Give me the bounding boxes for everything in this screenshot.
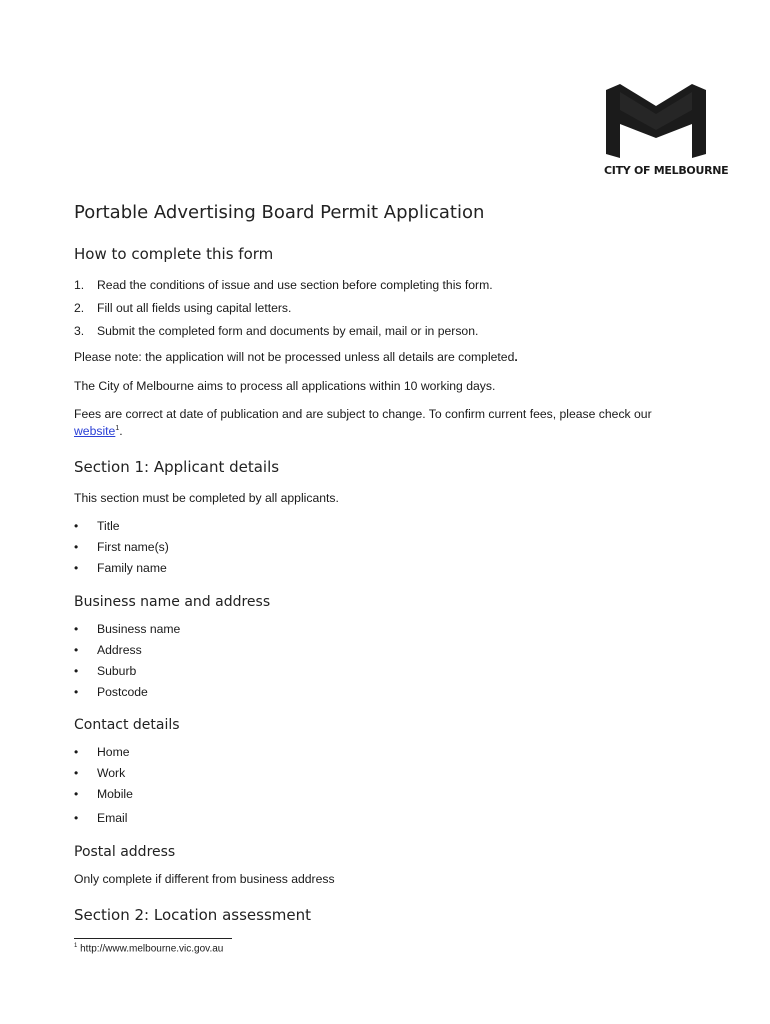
page-title: Portable Advertising Board Permit Application: [74, 202, 485, 223]
list-item: • Business name: [74, 622, 181, 636]
list-item: 2. Fill out all fields using capital letters.: [74, 301, 292, 315]
list-item: • Family name: [74, 561, 167, 575]
list-item: • Home: [74, 745, 130, 759]
how-to-heading: How to complete this form: [74, 245, 274, 263]
melbourne-m-logo-icon: [606, 84, 706, 158]
contact-heading: Contact details: [74, 717, 180, 733]
list-item: • Work: [74, 766, 126, 780]
footnote-divider: [74, 938, 232, 939]
list-item: • Mobile: [74, 787, 133, 801]
list-item: • Postcode: [74, 685, 148, 699]
list-item: • Suburb: [74, 664, 137, 678]
city-of-melbourne-logo: [604, 84, 729, 177]
list-item: 3. Submit the completed form and documents by email, mail or in person.: [74, 324, 479, 338]
business-heading: Business name and address: [74, 594, 271, 610]
fees-text: Fees are correct at date of publication and are subject to change. To confirm current fees, please check our: [74, 407, 652, 421]
processing-time-text: The City of Melbourne aims to process all applications within 10 working days.: [74, 379, 496, 393]
website-link[interactable]: website: [74, 424, 116, 438]
postal-heading: Postal address: [74, 844, 176, 860]
section1-intro: This section must be completed by all applicants.: [74, 491, 339, 505]
list-item: • Title: [74, 519, 120, 533]
list-item: 1. Read the conditions of issue and use section before completing this form.: [74, 278, 493, 292]
section2-heading: Section 2: Location assessment: [74, 906, 311, 924]
list-item: • Email: [74, 811, 128, 825]
section1-heading: Section 1: Applicant details: [74, 458, 280, 476]
list-item: • Address: [74, 643, 142, 657]
fees-link-line: website$^1$.: [74, 424, 123, 438]
footnote: $^1$ http://www.melbourne.vic.gov.au: [74, 943, 224, 955]
processing-note: Please note: the application will not be processed unless all details are completed.: [74, 350, 518, 364]
postal-note: Only complete if different from business address: [74, 872, 335, 886]
list-item: • First name(s): [74, 540, 169, 554]
logo-wordmark: CITY OF MELBOURNE: [604, 164, 729, 177]
